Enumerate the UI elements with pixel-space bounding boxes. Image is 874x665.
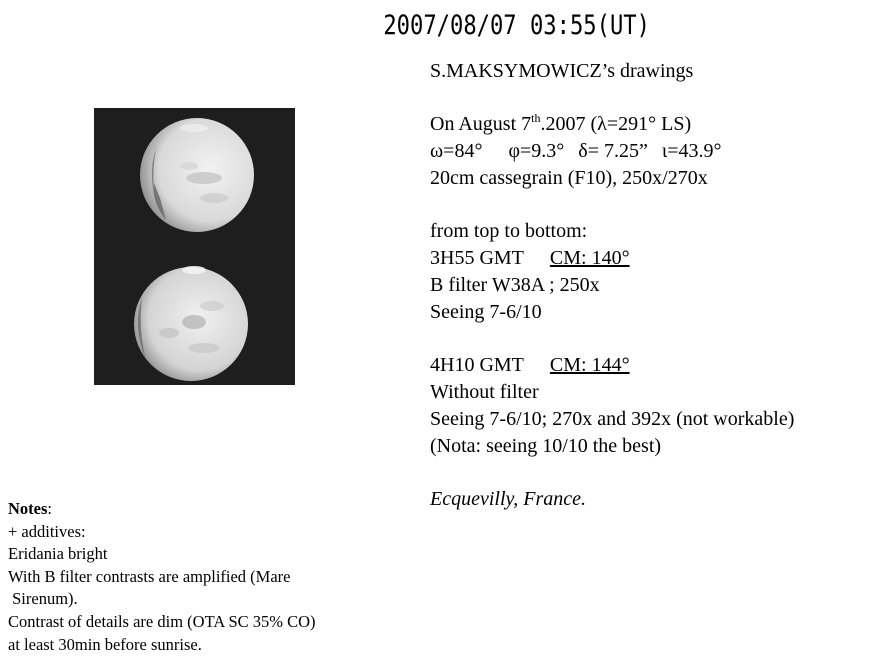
notes-heading-line: Notes: bbox=[8, 499, 52, 518]
notes-line: Eridania bright bbox=[8, 544, 108, 564]
mars-drawings-image bbox=[94, 108, 295, 385]
omega-value: ω=84° bbox=[430, 139, 483, 162]
mars-disk-top bbox=[140, 118, 254, 232]
page-title: 2007/08/07 03:55(UT) bbox=[383, 10, 650, 41]
notes-heading: Notes bbox=[8, 499, 48, 518]
obs1-time-line bbox=[430, 245, 794, 272]
obs2-cm: CM: 144° bbox=[549, 354, 630, 377]
obs2-time-line bbox=[430, 352, 794, 379]
obs1-cm: CM: 140° bbox=[549, 246, 630, 269]
obs1-seeing: Seeing 7-6/10 bbox=[430, 300, 542, 323]
phi-value: φ=9.3° bbox=[508, 139, 565, 162]
notes-line: With B filter contrasts are amplified (Mare bbox=[8, 566, 291, 586]
date-prefix: On August 7 bbox=[430, 113, 532, 135]
obs2-seeing: Seeing 7-6/10; 270x and 392x (not workable) bbox=[430, 407, 795, 430]
delta-value: δ= 7.25” bbox=[578, 139, 648, 162]
obs2-time: 4H10 GMT bbox=[430, 354, 524, 377]
notes-line: Contrast of details are dim (OTA SC 35% CO) bbox=[8, 611, 316, 631]
obs2-filter: Without filter bbox=[430, 380, 539, 403]
order-label: from top to bottom: bbox=[430, 220, 588, 243]
iota-value: ι=43.9° bbox=[661, 139, 722, 162]
author-line: S.MAKSYMOWICZ’s drawings bbox=[430, 60, 694, 82]
notes-block bbox=[8, 498, 316, 656]
notes-line: Sirenum). bbox=[8, 589, 78, 609]
notes-line: + additives: bbox=[8, 521, 86, 541]
obs2-nota: (Nota: seeing 10/10 the best) bbox=[430, 434, 662, 457]
date-suffix: th bbox=[531, 111, 541, 125]
observation-place: Ecquevilly, France. bbox=[430, 488, 587, 511]
obs1-time: 3H55 GMT bbox=[430, 246, 524, 269]
notes-line: at least 30min before sunrise. bbox=[8, 634, 202, 654]
obs1-filter: B filter W38A ; 250x bbox=[430, 273, 600, 296]
date-line bbox=[430, 111, 794, 138]
telescope-line: 20cm cassegrain (F10), 250x/270x bbox=[430, 166, 708, 189]
observation-info bbox=[430, 111, 794, 513]
date-rest: .2007 (λ=291° LS) bbox=[540, 113, 692, 135]
params-line bbox=[430, 138, 794, 165]
